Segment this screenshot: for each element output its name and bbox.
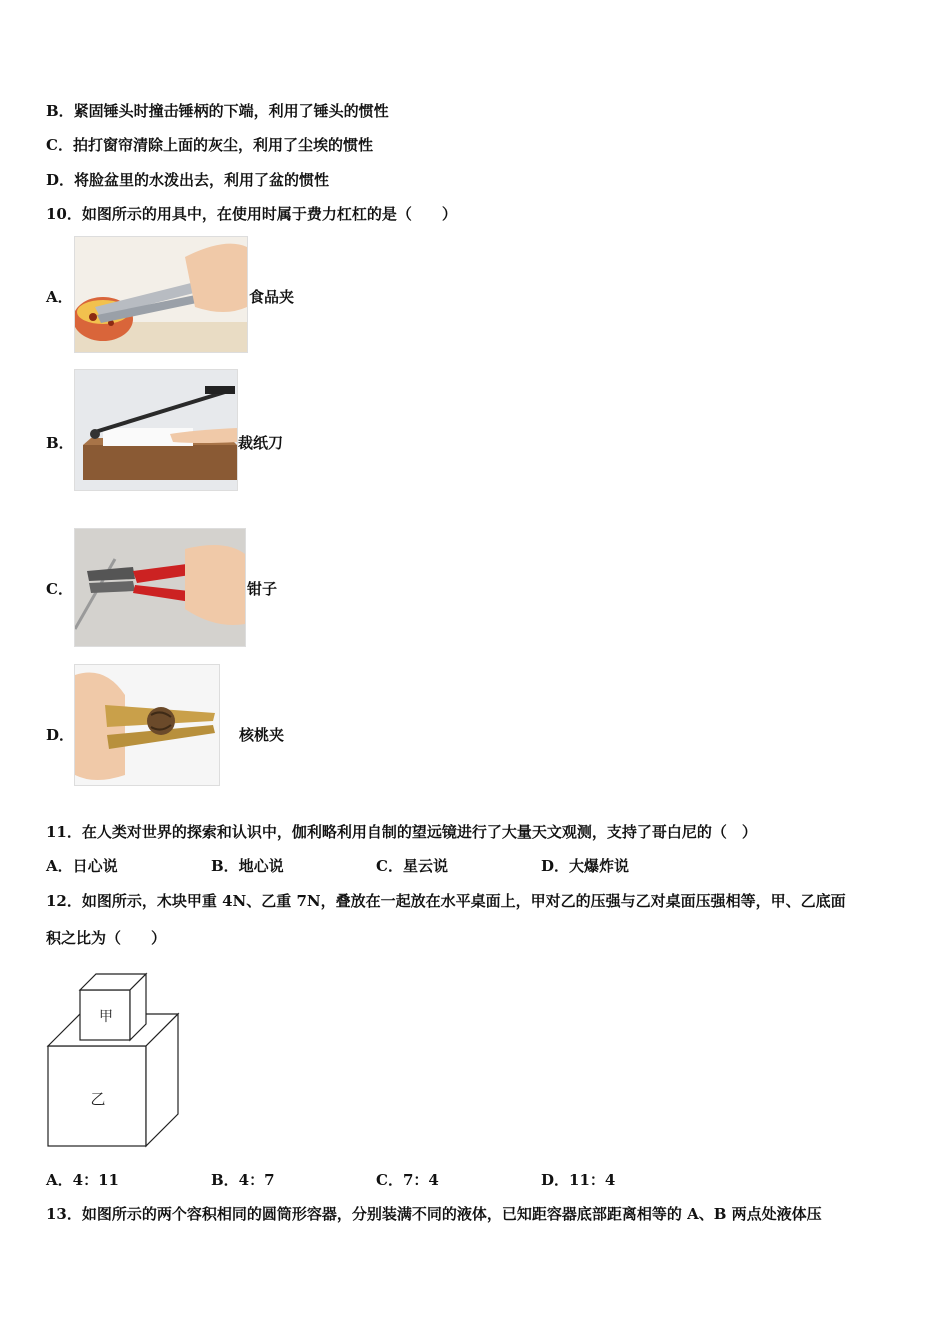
q10-option-d-label: 核桃夹 <box>239 726 285 744</box>
q11-choice-a: A．日心说 <box>46 857 118 875</box>
q9-option-c: C．拍打窗帘清除上面的灰尘，利用了尘埃的惯性 <box>46 136 373 154</box>
q10-option-a-label: 食品夹 <box>249 288 295 306</box>
q10-stem: 10．如图所示的用具中，在使用时属于费力杠杠的是（ ） <box>46 205 457 223</box>
q9-option-b: B．紧固锤头时撞击锤柄的下端，利用了锤头的惯性 <box>46 102 389 120</box>
q10-option-b-letter: B． <box>46 434 74 452</box>
q11-choice-c: C．星云说 <box>376 857 448 875</box>
pliers-photo-icon <box>74 528 246 647</box>
nutcracker-photo-icon <box>74 664 220 786</box>
q11-choice-b: B．地心说 <box>211 857 284 875</box>
q12-choice-b: B．4：7 <box>211 1171 275 1189</box>
paper-cutter-photo-icon <box>74 369 238 491</box>
q11-choice-d: D．大爆炸说 <box>541 857 630 875</box>
food-tongs-photo-icon <box>74 236 248 353</box>
q10-option-c-letter: C． <box>46 580 73 598</box>
q10-option-b-label: 裁纸刀 <box>238 434 284 452</box>
q12-choice-d: D．11：4 <box>541 1171 616 1189</box>
q9-option-d: D．将脸盆里的水泼出去，利用了盆的惯性 <box>46 171 330 189</box>
stacked-blocks-figure <box>46 970 182 1150</box>
block-bottom-label: 乙 <box>90 1090 106 1108</box>
q10-option-a-letter: A． <box>46 288 73 306</box>
q12-choice-c: C．7：4 <box>376 1171 439 1189</box>
q13-stem: 13．如图所示的两个容积相同的圆筒形容器，分别装满不同的液体，已知距容器底部距离相等的 A、B 两点处液体压 <box>46 1205 822 1223</box>
q12-stem-line1: 12．如图所示，木块甲重 4N、乙重 7N，叠放在一起放在水平桌面上，甲对乙的压强与乙对桌面压强相等，甲、乙底面 <box>46 892 846 910</box>
block-top-label: 甲 <box>99 1009 113 1025</box>
q12-choice-a: A．4：11 <box>46 1171 119 1189</box>
q10-option-d-letter: D． <box>46 726 75 744</box>
q12-stem-line2: 积之比为（ ） <box>46 929 167 947</box>
q11-stem: 11．在人类对世界的探索和认识中，伽利略利用自制的望远镜进行了大量天文观测，支持了哥白尼的（ ） <box>46 823 757 841</box>
q10-option-c-label: 钳子 <box>247 580 278 598</box>
